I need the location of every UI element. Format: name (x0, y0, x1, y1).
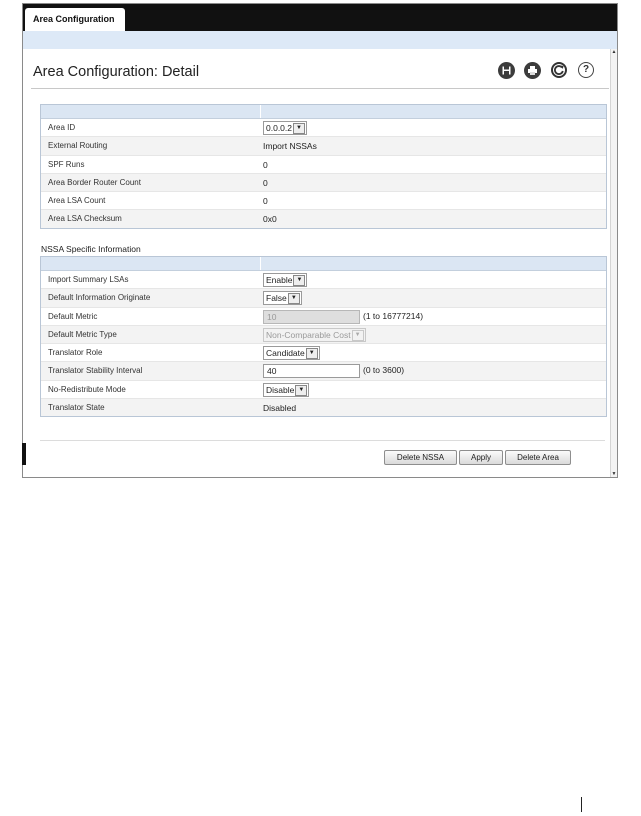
no-redistribute-select[interactable]: Disable ▼ (263, 383, 309, 397)
print-icon[interactable] (524, 62, 541, 79)
table-row-external-routing (41, 137, 606, 155)
row-value: 0 (263, 159, 268, 170)
row-label: No-Redistribute Mode (48, 384, 126, 394)
apply-button[interactable]: Apply (459, 450, 503, 465)
table-row-translator-role (41, 344, 606, 362)
chevron-down-icon[interactable]: ▼ (306, 348, 318, 359)
default-metric-range: (1 to 16777214) (363, 310, 424, 321)
table-row-default-info-originate (41, 289, 606, 307)
translator-stability-input[interactable]: 40 (263, 364, 360, 378)
top-navigation-bar (23, 4, 617, 31)
area-detail-table (40, 104, 607, 229)
row-label: Translator Role (48, 348, 103, 358)
chevron-down-icon[interactable]: ▼ (288, 293, 300, 304)
translator-stability-range: (0 to 3600) (363, 365, 405, 376)
nssa-section-title: NSSA Specific Information (41, 244, 141, 254)
table-row-spf-runs (41, 156, 606, 174)
row-label: Translator Stability Interval (48, 366, 143, 376)
vertical-scrollbar[interactable] (610, 49, 617, 477)
row-value: 0x0 (263, 214, 277, 225)
row-label: Area Border Router Count (48, 177, 141, 187)
default-metric-input: 10 (263, 310, 360, 324)
row-value: Import NSSAs (263, 141, 317, 152)
row-label: Area ID (48, 123, 76, 132)
tab-area-configuration[interactable]: Area Configuration (25, 8, 125, 31)
row-label: Default Metric Type (48, 329, 117, 339)
table-row-lsa-checksum (41, 210, 606, 227)
table-row-lsa-count (41, 192, 606, 210)
save-icon[interactable] (498, 62, 515, 79)
chevron-down-icon[interactable]: ▼ (295, 385, 307, 396)
chevron-down-icon[interactable]: ▼ (293, 123, 305, 134)
scroll-up-icon[interactable]: ▲ (611, 49, 617, 55)
default-info-originate-select[interactable]: False ▼ (263, 291, 302, 305)
delete-nssa-button[interactable]: Delete NSSA (384, 450, 457, 465)
row-label: SPF Runs (48, 159, 85, 169)
row-value: 0 (263, 177, 268, 188)
table-row-default-metric-type (41, 326, 606, 344)
table-row-translator-state (41, 399, 606, 416)
chevron-down-icon: ▼ (352, 330, 364, 341)
translator-role-select[interactable]: Candidate ▼ (263, 346, 320, 360)
refresh-icon[interactable] (551, 62, 567, 78)
table-row-translator-stability (41, 362, 606, 380)
row-label: Translator State (48, 403, 105, 413)
row-label: External Routing (48, 141, 108, 151)
table-row-abr-count (41, 174, 606, 192)
page-edge-marker (581, 797, 582, 812)
row-label: Default Information Originate (48, 293, 151, 303)
table-row-default-metric (41, 308, 606, 326)
footer-divider (40, 440, 605, 441)
table-row-area-id (41, 119, 606, 137)
table-row-import-summary (41, 271, 606, 289)
row-label: Area LSA Count (48, 196, 106, 206)
area-id-select[interactable]: 0.0.0.2 ▼ (263, 121, 307, 135)
row-value: 0 (263, 196, 268, 207)
import-summary-select[interactable]: Enable ▼ (263, 273, 307, 287)
row-label: Import Summary LSAs (48, 275, 129, 284)
row-label: Default Metric (48, 311, 98, 321)
chevron-down-icon[interactable]: ▼ (293, 275, 305, 286)
row-value: Disabled (263, 403, 297, 414)
title-divider (31, 88, 609, 89)
table-header (41, 257, 606, 271)
browser-frame (22, 3, 618, 478)
nssa-table (40, 256, 607, 417)
help-icon[interactable]: ? (578, 62, 594, 78)
left-edge-marker (22, 443, 26, 465)
scroll-down-icon[interactable]: ▼ (611, 471, 617, 477)
table-header (41, 105, 606, 119)
row-label: Area LSA Checksum (48, 214, 122, 224)
delete-area-button[interactable]: Delete Area (505, 450, 571, 465)
page-title: Area Configuration: Detail (33, 64, 200, 80)
tab-strip (23, 31, 617, 49)
default-metric-type-select: Non-Comparable Cost ▼ (263, 328, 366, 342)
table-row-no-redistribute (41, 381, 606, 399)
